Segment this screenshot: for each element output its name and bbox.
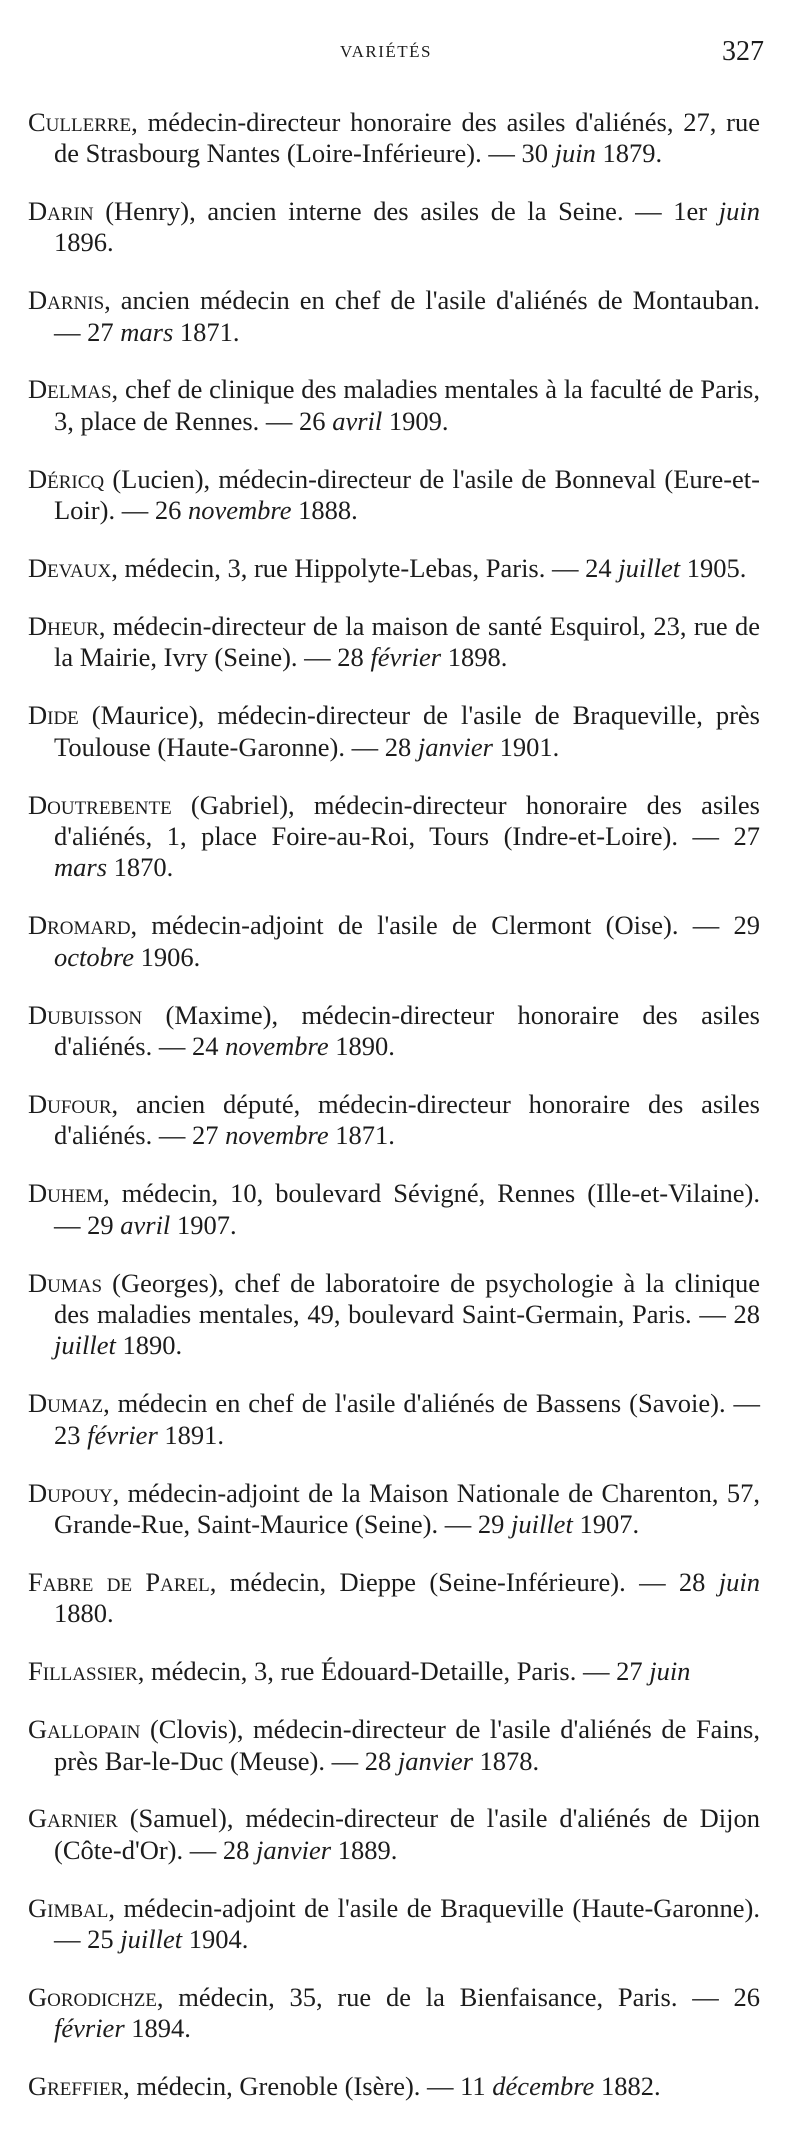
admission-month: novembre [225,1120,329,1151]
member-entry [28,285,760,348]
running-head [0,38,800,68]
member-entry [28,1178,760,1241]
running-title: VARIÉTÉS [340,42,432,61]
member-details: , ancien médecin en chef de l'asile d'aliénés de Montauban. — 27 [54,285,760,347]
member-entry [28,196,760,259]
member-name: Duhem [28,1178,104,1209]
member-name: Devaux [28,553,112,584]
member-details: (Gabriel), médecin-directeur honoraire des asiles d'aliénés, 1, place Foire-au-Roi, Tours (Indre-et-Loire). — 27 [54,789,760,851]
member-entry [28,1982,760,2045]
member-name: Delmas [28,374,112,405]
member-name: Dumaz [28,1388,104,1419]
member-entry [28,464,760,527]
member-details: , médecin, 35, rue de la Bienfaisance, Paris. — 26 [156,1982,760,2013]
member-details: , médecin, 10, boulevard Sévigné, Rennes (Ille-et-Vilaine). — 29 [54,1178,760,1240]
member-entry [28,1893,760,1956]
admission-month: juillet [510,1509,573,1539]
admission-year: 1907. [170,1209,237,1240]
admission-year: 1870. [107,852,174,883]
member-entry [28,700,760,763]
admission-month: janvier [417,731,493,762]
member-name: Gimbal [28,1892,109,1923]
member-details: (Samuel), médecin-directeur de l'asile d'aliénés de Dijon (Côte-d'Or). — 28 [54,1803,760,1865]
member-details: (Georges), chef de laboratoire de psychologie à la clinique des maladies mentales, 49, boulevard Saint-Germain, Paris. — 28 [54,1267,760,1329]
member-entry [28,1803,760,1866]
member-details: , médecin, 3, rue Édouard-Detaille, Paris. — 27 [137,1656,650,1687]
member-details: (Clovis), médecin-directeur de l'asile d'aliénés de Fains, près Bar-le-Duc (Meuse). — 28 [54,1714,760,1776]
admission-month: mars [54,852,108,883]
member-name: Dupouy [28,1477,113,1508]
admission-year: 1880. [54,1598,114,1629]
admission-year: 1890. [115,1330,183,1361]
member-name: Garnier [28,1803,118,1834]
member-entry [28,910,760,973]
member-name: Darin [28,195,94,226]
admission-year: 1878. [472,1745,540,1776]
admission-year: 1904. [182,1924,249,1955]
admission-month: novembre [187,495,292,526]
admission-month: mars [120,316,174,347]
admission-month: juin [649,1656,691,1687]
page-number: 327 [722,36,764,67]
member-entry [28,374,760,437]
admission-month: juillet [618,553,681,584]
admission-year: 1871. [173,316,240,347]
admission-year: 1909. [382,405,449,436]
member-entry [28,1567,760,1630]
admission-year: 1888. [291,495,358,526]
admission-month: juin [554,137,596,168]
member-entry [28,1478,760,1541]
admission-year: 1896. [54,227,114,258]
admission-month: février [54,2013,125,2044]
admission-year: 1890. [328,1031,395,1062]
admission-year: 1879. [595,137,663,168]
member-name: Dide [28,700,79,731]
member-name: Dumas [28,1267,103,1298]
admission-month: juin [718,1566,760,1597]
admission-year: 1889. [331,1834,398,1865]
member-entry [28,1268,760,1362]
member-name: Greffier [28,2071,124,2102]
admission-month: décembre [492,2071,595,2102]
member-name: Dufour [28,1088,112,1119]
member-details: , médecin, Dieppe (Seine-Inférieure). — 28 [209,1566,719,1597]
member-details: , médecin-adjoint de la Maison Nationale de Charenton, 57, Grande-Rue, Saint-Maurice (Seine). — 29 [54,1477,760,1539]
member-name: Gorodichze [28,1982,157,2013]
member-details: (Maurice), médecin-directeur de l'asile de Braqueville, près Toulouse (Haute-Garonne). — 28 [54,700,760,762]
admission-month: juillet [120,1924,183,1955]
admission-month: février [87,1419,158,1450]
admission-year: 1891. [157,1419,225,1450]
member-details: (Henry), ancien interne des asiles de la Seine. — 1er [93,195,719,226]
member-details: , ancien député, médecin-directeur honoraire des asiles d'aliénés. — 27 [54,1088,760,1151]
member-name: Doutrebente [28,789,172,820]
member-details: , chef de clinique des maladies mentales à la faculté de Paris, 3, place de Rennes. — 26 [54,374,760,436]
member-details: , médecin-directeur honoraire des asiles d'aliénés, 27, rue de Strasbourg Nantes (Loire-Inférieure). — 30 [54,106,760,168]
admission-month: février [370,642,442,673]
member-entry [28,611,760,674]
member-name: Dromard [28,910,131,941]
admission-month: novembre [225,1031,329,1062]
admission-year: 1894. [124,2013,191,2044]
member-entry [28,790,760,884]
admission-month: janvier [256,1834,332,1865]
member-entry [28,553,760,584]
member-name: Dubuisson [28,999,143,1030]
member-details: , médecin, Grenoble (Isère). — 11 [123,2071,493,2102]
admission-month: juillet [54,1330,116,1361]
member-name: Fillassier [28,1656,138,1687]
member-entry [28,107,760,170]
member-entry [28,1714,760,1777]
member-entry [28,1000,760,1063]
admission-year: 1882. [594,2071,661,2102]
member-name: Dheur [28,610,99,641]
member-details: (Maxime), médecin-directeur honoraire des asiles d'aliénés. — 24 [54,999,760,1062]
member-entry [28,1089,760,1152]
member-name: Déricq [28,463,105,494]
member-details: , médecin-directeur de la maison de santé Esquirol, 23, rue de la Mairie, Ivry (Seine). — 28 [54,610,760,673]
member-name: Cullerre [28,106,132,137]
admission-month: avril [332,405,383,436]
admission-year: 1898. [441,642,508,673]
member-name: Darnis [28,285,105,316]
admission-year: 1906. [133,941,201,972]
admission-month: avril [120,1209,171,1240]
member-list [28,80,760,2129]
member-details: , médecin-adjoint de l'asile de Braqueville (Haute-Garonne). — 25 [54,1892,760,1955]
admission-month: octobre [54,941,134,972]
admission-month: janvier [397,1745,473,1776]
admission-year: 1901. [492,731,560,762]
member-name: Gallopain [28,1714,141,1745]
member-name: Fabre de Parel [28,1566,210,1597]
admission-month: juin [718,195,760,226]
member-entry [28,2071,760,2102]
admission-year: 1871. [328,1120,395,1151]
member-details: , médecin, 3, rue Hippolyte-Lebas, Paris. — 24 [111,553,619,584]
member-entry [28,1656,760,1687]
member-details: , médecin en chef de l'asile d'aliénés de Bassens (Savoie). — 23 [54,1388,760,1450]
admission-year: 1905. [680,553,747,584]
member-entry [28,1388,760,1451]
admission-year: 1907. [572,1509,640,1539]
member-details: (Lucien), médecin-directeur de l'asile de Bonneval (Eure-et-Loir). — 26 [54,463,760,526]
member-details: , médecin-adjoint de l'asile de Clermont (Oise). — 29 [130,910,760,941]
